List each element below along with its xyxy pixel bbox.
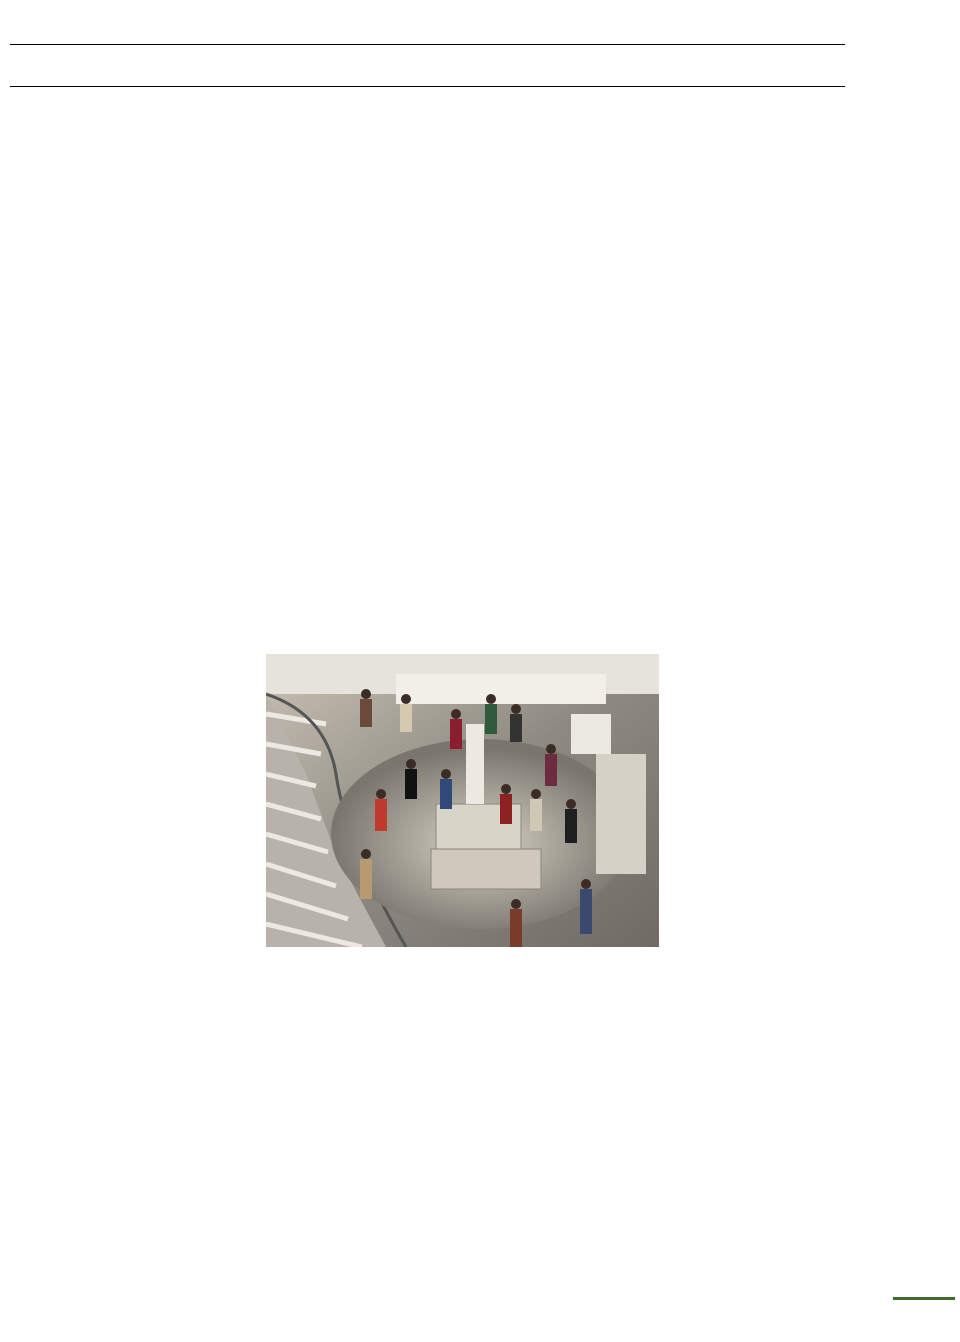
page-number-bar [893, 1297, 955, 1300]
museum-photo [266, 654, 659, 947]
table-header-rule [10, 86, 845, 87]
table-total-rule [10, 44, 845, 45]
header-total-label [776, 56, 846, 75]
table-header [10, 57, 845, 77]
award-left-column [10, 972, 404, 992]
